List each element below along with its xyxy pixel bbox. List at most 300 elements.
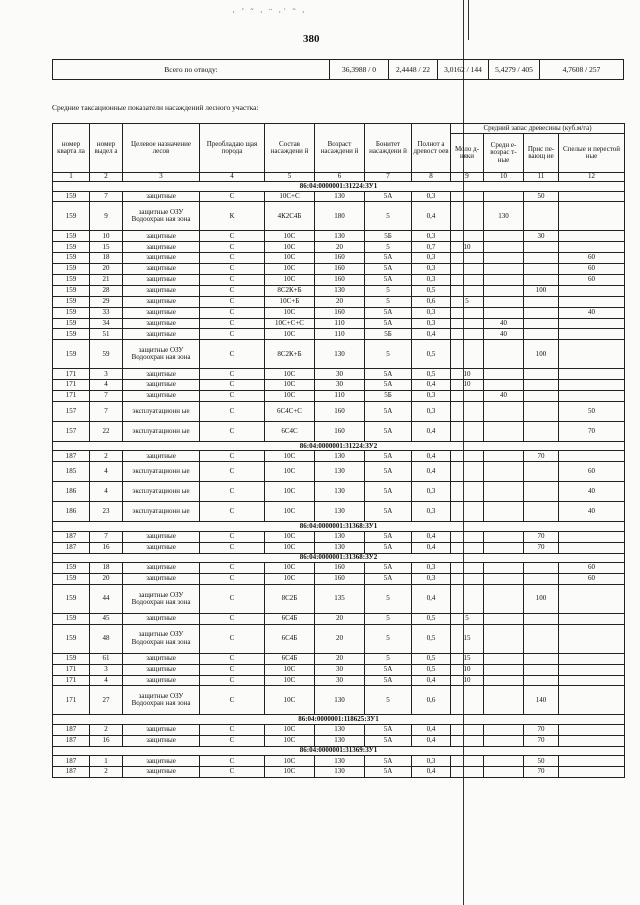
table-cell — [524, 653, 559, 664]
table-cell: 5 — [451, 296, 484, 307]
table-cell: С — [200, 451, 265, 462]
table-cell: 187 — [53, 531, 90, 542]
table-cell: 0,5 — [412, 369, 451, 380]
table-cell: 10С — [265, 724, 315, 735]
table-cell — [484, 242, 524, 253]
table-cell — [484, 380, 524, 391]
table-cell: 0,5 — [412, 340, 451, 369]
table-row — [53, 482, 625, 502]
table-cell: 130 — [315, 531, 365, 542]
table-cell: 187 — [53, 767, 90, 778]
table-cell: 10С — [265, 253, 315, 264]
table-cell: 0,5 — [412, 624, 451, 653]
table-cell: 10С — [265, 531, 315, 542]
table-cell — [484, 421, 524, 441]
table-cell: 130 — [315, 482, 365, 502]
table-row — [53, 274, 625, 285]
table-cell: 0,3 — [412, 274, 451, 285]
table-row — [53, 531, 625, 542]
table-row — [53, 686, 625, 715]
table-cell: защитные ОЗУ Водоохран ная зона — [123, 340, 200, 369]
table-cell: 40 — [559, 502, 625, 522]
table-cell: 180 — [315, 202, 365, 231]
table-cell — [559, 735, 625, 746]
table-cell: 10С — [265, 274, 315, 285]
table-cell: 187 — [53, 735, 90, 746]
table-cell: 157 — [53, 421, 90, 441]
table-cell: 5А — [365, 369, 412, 380]
table-cell: 20 — [315, 624, 365, 653]
table-cell — [524, 307, 559, 318]
table-cell: 5А — [365, 253, 412, 264]
table-row — [53, 242, 625, 253]
table-row — [53, 329, 625, 340]
table-cell — [451, 735, 484, 746]
table-cell: 10С — [265, 675, 315, 686]
table-cell: 0,4 — [412, 542, 451, 553]
table-cell: 130 — [315, 756, 365, 767]
table-cell: 16 — [90, 735, 123, 746]
table-cell: 135 — [315, 584, 365, 613]
table-cell: С — [200, 563, 265, 574]
table-cell: 110 — [315, 329, 365, 340]
table-cell: 4 — [90, 380, 123, 391]
table-cell: 15 — [451, 653, 484, 664]
table-cell — [484, 735, 524, 746]
table-cell: 159 — [53, 584, 90, 613]
table-row — [53, 380, 625, 391]
table-cell: 0,5 — [412, 285, 451, 296]
table-cell — [559, 686, 625, 715]
table-cell: К — [200, 202, 265, 231]
column-number: 2 — [90, 173, 123, 182]
table-cell: защитные — [123, 253, 200, 264]
table-cell — [559, 624, 625, 653]
table-cell — [451, 202, 484, 231]
table-row — [53, 421, 625, 441]
table-cell: 159 — [53, 340, 90, 369]
table-cell: 40 — [484, 318, 524, 329]
table-cell: 18 — [90, 253, 123, 264]
table-cell: С — [200, 191, 265, 202]
table-cell: С — [200, 502, 265, 522]
table-cell — [451, 462, 484, 482]
table-cell — [484, 624, 524, 653]
table-cell: 60 — [559, 574, 625, 585]
table-cell: 40 — [484, 329, 524, 340]
header-purpose: Целевое назначение лесов — [123, 124, 200, 173]
table-cell: защитные — [123, 191, 200, 202]
table-cell: 130 — [315, 502, 365, 522]
table-cell — [484, 253, 524, 264]
table-cell: 157 — [53, 401, 90, 421]
page-number: 380 — [303, 33, 320, 45]
table-cell: 20 — [315, 613, 365, 624]
table-cell — [559, 242, 625, 253]
table-cell — [524, 482, 559, 502]
table-cell — [559, 380, 625, 391]
header-young: Моло д- няки — [451, 134, 484, 173]
table-cell: 5А — [365, 191, 412, 202]
table-cell: 159 — [53, 318, 90, 329]
table-cell — [559, 675, 625, 686]
table-cell: 160 — [315, 264, 365, 275]
table-row — [53, 613, 625, 624]
table-cell: 7 — [90, 391, 123, 402]
table-cell: защитные — [123, 380, 200, 391]
table-cell: 4К2С4Б — [265, 202, 315, 231]
table-cell: 130 — [315, 451, 365, 462]
table-cell: 0,3 — [412, 563, 451, 574]
table-cell: 23 — [90, 502, 123, 522]
table-cell: 159 — [53, 253, 90, 264]
table-cell: 5 — [365, 584, 412, 613]
table-row — [53, 264, 625, 275]
table-cell: 171 — [53, 380, 90, 391]
table-cell: С — [200, 329, 265, 340]
header-stock: Средний запас древесины (куб.м/га) — [451, 124, 625, 134]
table-cell: 159 — [53, 296, 90, 307]
table-cell — [484, 264, 524, 275]
totals-value-4: 5,4279 / 405 — [489, 60, 540, 80]
table-cell — [524, 318, 559, 329]
table-cell: 0,4 — [412, 329, 451, 340]
table-cell: 5А — [365, 675, 412, 686]
table-cell: 0,3 — [412, 191, 451, 202]
table-cell: 5А — [365, 380, 412, 391]
column-number: 9 — [451, 173, 484, 182]
table-cell: С — [200, 613, 265, 624]
table-cell: С — [200, 756, 265, 767]
table-cell: 160 — [315, 253, 365, 264]
table-row — [53, 307, 625, 318]
table-cell: С — [200, 285, 265, 296]
table-cell: 0,3 — [412, 391, 451, 402]
table-cell: защитные — [123, 451, 200, 462]
table-cell — [559, 340, 625, 369]
table-cell: 30 — [315, 380, 365, 391]
table-cell: 0,3 — [412, 502, 451, 522]
column-number: 7 — [365, 173, 412, 182]
table-cell: эксплуатационн ые — [123, 482, 200, 502]
table-cell: 10С — [265, 502, 315, 522]
table-cell: 5А — [365, 451, 412, 462]
table-cell — [524, 401, 559, 421]
table-cell: С — [200, 253, 265, 264]
table-cell — [524, 574, 559, 585]
table-cell: 8С2К+Б — [265, 340, 315, 369]
table-cell: 10С — [265, 264, 315, 275]
table-cell: 70 — [524, 767, 559, 778]
table-cell: 10С+С — [265, 191, 315, 202]
section-row — [53, 522, 625, 532]
table-cell: 130 — [315, 462, 365, 482]
table-cell: 70 — [524, 531, 559, 542]
table-cell: 60 — [559, 462, 625, 482]
table-cell: 159 — [53, 231, 90, 242]
table-cell — [484, 531, 524, 542]
table-cell — [484, 767, 524, 778]
table-cell: 6С4С+С — [265, 401, 315, 421]
table-cell: 30 — [524, 231, 559, 242]
table-cell — [484, 340, 524, 369]
table-cell: 0,4 — [412, 531, 451, 542]
table-cell: 50 — [524, 756, 559, 767]
table-cell: 8С2К+Б — [265, 285, 315, 296]
table-cell: 70 — [524, 735, 559, 746]
totals-row — [53, 60, 624, 80]
table-row — [53, 767, 625, 778]
table-cell: 5А — [365, 482, 412, 502]
table-cell — [484, 274, 524, 285]
table-cell: защитные — [123, 675, 200, 686]
table-cell: 5А — [365, 574, 412, 585]
table-cell: 59 — [90, 340, 123, 369]
table-cell: эксплуатационн ые — [123, 462, 200, 482]
column-number: 11 — [524, 173, 559, 182]
table-cell: 10 — [451, 675, 484, 686]
table-cell: 10С — [265, 767, 315, 778]
table-cell — [559, 664, 625, 675]
table-cell: С — [200, 391, 265, 402]
table-cell: 159 — [53, 653, 90, 664]
table-cell: 0,4 — [412, 675, 451, 686]
table-cell: 20 — [315, 296, 365, 307]
table-cell — [524, 264, 559, 275]
table-cell: 10С — [265, 242, 315, 253]
cadastral-number: 86:04:0000001:31369:ЗУ1 — [53, 746, 625, 756]
table-cell: 2 — [90, 451, 123, 462]
table-cell: 5А — [365, 421, 412, 441]
table-cell: 187 — [53, 542, 90, 553]
table-cell: 130 — [315, 285, 365, 296]
table-cell — [451, 542, 484, 553]
cadastral-number: 86:04:0000001:31368:ЗУ2 — [53, 553, 625, 563]
table-cell: 10С — [265, 574, 315, 585]
table-cell — [559, 296, 625, 307]
table-cell: С — [200, 724, 265, 735]
table-cell: 5А — [365, 542, 412, 553]
table-cell — [484, 482, 524, 502]
table-cell — [484, 613, 524, 624]
table-cell — [484, 307, 524, 318]
table-cell: защитные — [123, 296, 200, 307]
table-cell — [524, 253, 559, 264]
binding-line-short — [468, 0, 469, 40]
table-cell: 0,3 — [412, 574, 451, 585]
table-cell — [451, 584, 484, 613]
table-cell — [524, 202, 559, 231]
table-cell: 45 — [90, 613, 123, 624]
table-cell — [524, 421, 559, 441]
table-cell — [559, 542, 625, 553]
table-cell — [484, 756, 524, 767]
header-mature: Спелые и перестой ные — [559, 134, 625, 173]
table-cell: 160 — [315, 421, 365, 441]
table-cell: 130 — [315, 542, 365, 553]
table-cell: 9 — [90, 202, 123, 231]
table-cell — [484, 653, 524, 664]
table-cell — [524, 624, 559, 653]
table-cell: 140 — [524, 686, 559, 715]
table-cell: 6С4Б — [265, 613, 315, 624]
cadastral-number: 86:04:0000001:31224:ЗУ1 — [53, 182, 625, 192]
section-row — [53, 441, 625, 451]
header-bonitet: Бонитет насаждени й — [365, 124, 412, 173]
table-cell: 159 — [53, 242, 90, 253]
table-cell: 51 — [90, 329, 123, 340]
table-cell: 0,4 — [412, 462, 451, 482]
table-cell: 6С4Б — [265, 653, 315, 664]
table-cell: 61 — [90, 653, 123, 664]
table-cell — [484, 542, 524, 553]
header-vydel: номер выдел а — [90, 124, 123, 173]
table-cell: 34 — [90, 318, 123, 329]
table-row — [53, 462, 625, 482]
table-cell: С — [200, 401, 265, 421]
table-body — [53, 173, 625, 778]
table-cell — [524, 391, 559, 402]
table-cell — [559, 613, 625, 624]
table-cell: 100 — [524, 340, 559, 369]
table-cell: 5А — [365, 274, 412, 285]
table-cell — [451, 686, 484, 715]
table-cell: защитные — [123, 307, 200, 318]
table-cell — [451, 391, 484, 402]
table-row — [53, 318, 625, 329]
table-cell: защитные — [123, 756, 200, 767]
table-cell: 7 — [90, 531, 123, 542]
table-row — [53, 574, 625, 585]
table-cell: 60 — [559, 253, 625, 264]
table-cell: 130 — [315, 340, 365, 369]
table-cell: 70 — [559, 421, 625, 441]
table-cell: 5 — [365, 653, 412, 664]
table-cell — [559, 531, 625, 542]
table-cell: 10С — [265, 329, 315, 340]
table-cell — [451, 574, 484, 585]
table-cell: защитные — [123, 653, 200, 664]
table-cell: 5А — [365, 735, 412, 746]
table-cell: 27 — [90, 686, 123, 715]
table-cell: 187 — [53, 756, 90, 767]
table-cell — [484, 231, 524, 242]
table-cell: 130 — [315, 735, 365, 746]
table-cell — [484, 664, 524, 675]
table-cell: 159 — [53, 624, 90, 653]
table-cell: 0,3 — [412, 401, 451, 421]
table-row — [53, 675, 625, 686]
table-cell: 40 — [559, 307, 625, 318]
table-cell: 5А — [365, 502, 412, 522]
section-row — [53, 746, 625, 756]
table-cell — [559, 231, 625, 242]
totals-label: Всего по отводу: — [53, 60, 330, 80]
table-cell: 20 — [90, 264, 123, 275]
table-cell: 30 — [315, 369, 365, 380]
table-cell — [484, 285, 524, 296]
table-cell: 130 — [315, 724, 365, 735]
header-scribble: · ´ ˜ · ¨ ·˙ ˜ · — [232, 7, 307, 17]
table-cell: С — [200, 264, 265, 275]
table-cell: защитные ОЗУ Водоохран ная зона — [123, 584, 200, 613]
table-cell: 159 — [53, 191, 90, 202]
table-cell: С — [200, 296, 265, 307]
table-cell: С — [200, 231, 265, 242]
table-cell: 159 — [53, 307, 90, 318]
table-cell — [524, 613, 559, 624]
table-cell: 3 — [90, 664, 123, 675]
column-number: 10 — [484, 173, 524, 182]
table-cell: защитные — [123, 767, 200, 778]
table-cell: 0,4 — [412, 380, 451, 391]
table-row — [53, 735, 625, 746]
cadastral-number: 86:04:0000001:118625:ЗУ1 — [53, 715, 625, 725]
table-cell: защитные — [123, 735, 200, 746]
table-cell: 10С — [265, 686, 315, 715]
table-cell: 22 — [90, 421, 123, 441]
column-number: 6 — [315, 173, 365, 182]
table-cell: 0,5 — [412, 613, 451, 624]
table-cell: 130 — [315, 767, 365, 778]
table-cell: 5Б — [365, 329, 412, 340]
table-cell: 100 — [524, 285, 559, 296]
header-density: Полнот а древост оев — [412, 124, 451, 173]
table-cell: 2 — [90, 767, 123, 778]
table-row — [53, 191, 625, 202]
table-cell: защитные — [123, 329, 200, 340]
table-cell — [524, 329, 559, 340]
table-cell: 0,3 — [412, 482, 451, 502]
table-cell: 10С — [265, 462, 315, 482]
table-cell — [451, 482, 484, 502]
table-cell: 171 — [53, 686, 90, 715]
table-cell — [559, 191, 625, 202]
table-cell: С — [200, 318, 265, 329]
table-cell: 0,4 — [412, 421, 451, 441]
table-row — [53, 340, 625, 369]
table-row — [53, 369, 625, 380]
table-cell: 0,6 — [412, 296, 451, 307]
table-cell: 20 — [315, 653, 365, 664]
table-row — [53, 724, 625, 735]
table-cell: 187 — [53, 451, 90, 462]
table-cell: 18 — [90, 563, 123, 574]
table-cell: эксплуатационн ые — [123, 421, 200, 441]
table-caption: Средние таксационные показатели насаждений лесного участка: — [52, 103, 259, 112]
table-cell: 110 — [315, 391, 365, 402]
table-cell — [484, 191, 524, 202]
column-number: 5 — [265, 173, 315, 182]
table-cell: 5А — [365, 318, 412, 329]
table-cell — [484, 502, 524, 522]
table-cell: 0,3 — [412, 253, 451, 264]
table-cell — [451, 191, 484, 202]
table-cell: С — [200, 686, 265, 715]
table-cell: 159 — [53, 329, 90, 340]
totals-table — [52, 59, 624, 80]
table-cell — [451, 274, 484, 285]
table-cell — [484, 686, 524, 715]
table-cell — [559, 369, 625, 380]
table-cell: 0,4 — [412, 584, 451, 613]
table-cell: 5 — [451, 613, 484, 624]
table-cell — [559, 756, 625, 767]
table-cell: 4 — [90, 675, 123, 686]
header-species: Преобладаю щая порода — [200, 124, 265, 173]
table-cell: С — [200, 482, 265, 502]
table-cell: 130 — [315, 686, 365, 715]
